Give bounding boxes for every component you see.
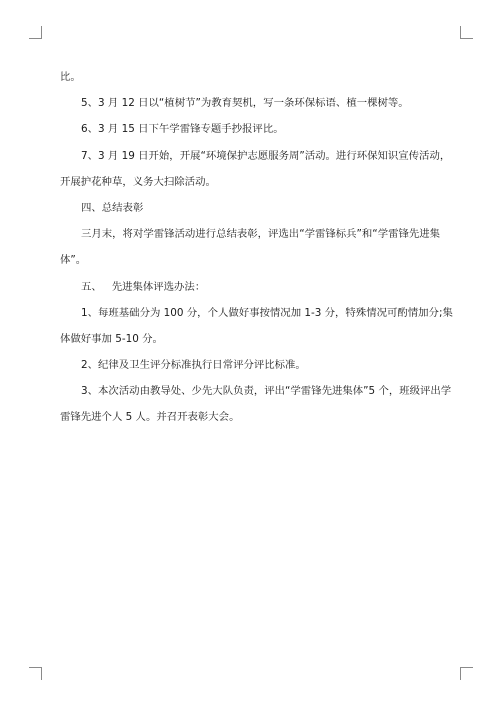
text-line: 3、本次活动由教导处、少先大队负责，评出“学雷锋先进集体”5 个，班级评出学 [81, 385, 452, 398]
text-line: 三月末，将对学雷锋活动进行总结表彰，评选出“学雷锋标兵”和“学雷锋先进集 [81, 228, 441, 241]
text-line: 7、3 月 19 日开始，开展“环境保护志愿服务周”活动。进行环保知识宣传活动， [81, 149, 451, 162]
section-heading: 四、总结表彰 [81, 201, 144, 214]
crop-mark-top-right [460, 26, 473, 39]
text-line: 5、3 月 12 日以“植树节”为教育契机，写一条环保标语、植一棵树等。 [81, 97, 409, 110]
text-line: 6、3 月 15 日下午学雷锋专题手抄报评比。 [81, 123, 284, 136]
text-line: 雷锋先进个人 5 人。并召开表彰大会。 [60, 411, 240, 424]
text-line: 2、纪律及卫生评分标准执行日常评分评比标准。 [81, 359, 306, 372]
section-heading: 五、 先进集体评选办法： [81, 280, 206, 293]
text-line: 比。 [60, 71, 81, 83]
text-line: 开展护花种草，义务大扫除活动。 [60, 175, 216, 188]
crop-mark-bottom-right [460, 667, 473, 680]
text-line: 体做好事加 5-10 分。 [60, 332, 163, 345]
crop-mark-bottom-left [29, 667, 42, 680]
crop-mark-top-left [29, 26, 42, 39]
text-line: 体”。 [60, 254, 87, 267]
text-line: 1、每班基础分为 100 分，个人做好事按情况加 1-3 分，特殊情况可酌情加分;集 [81, 306, 453, 319]
document-body [60, 66, 453, 433]
